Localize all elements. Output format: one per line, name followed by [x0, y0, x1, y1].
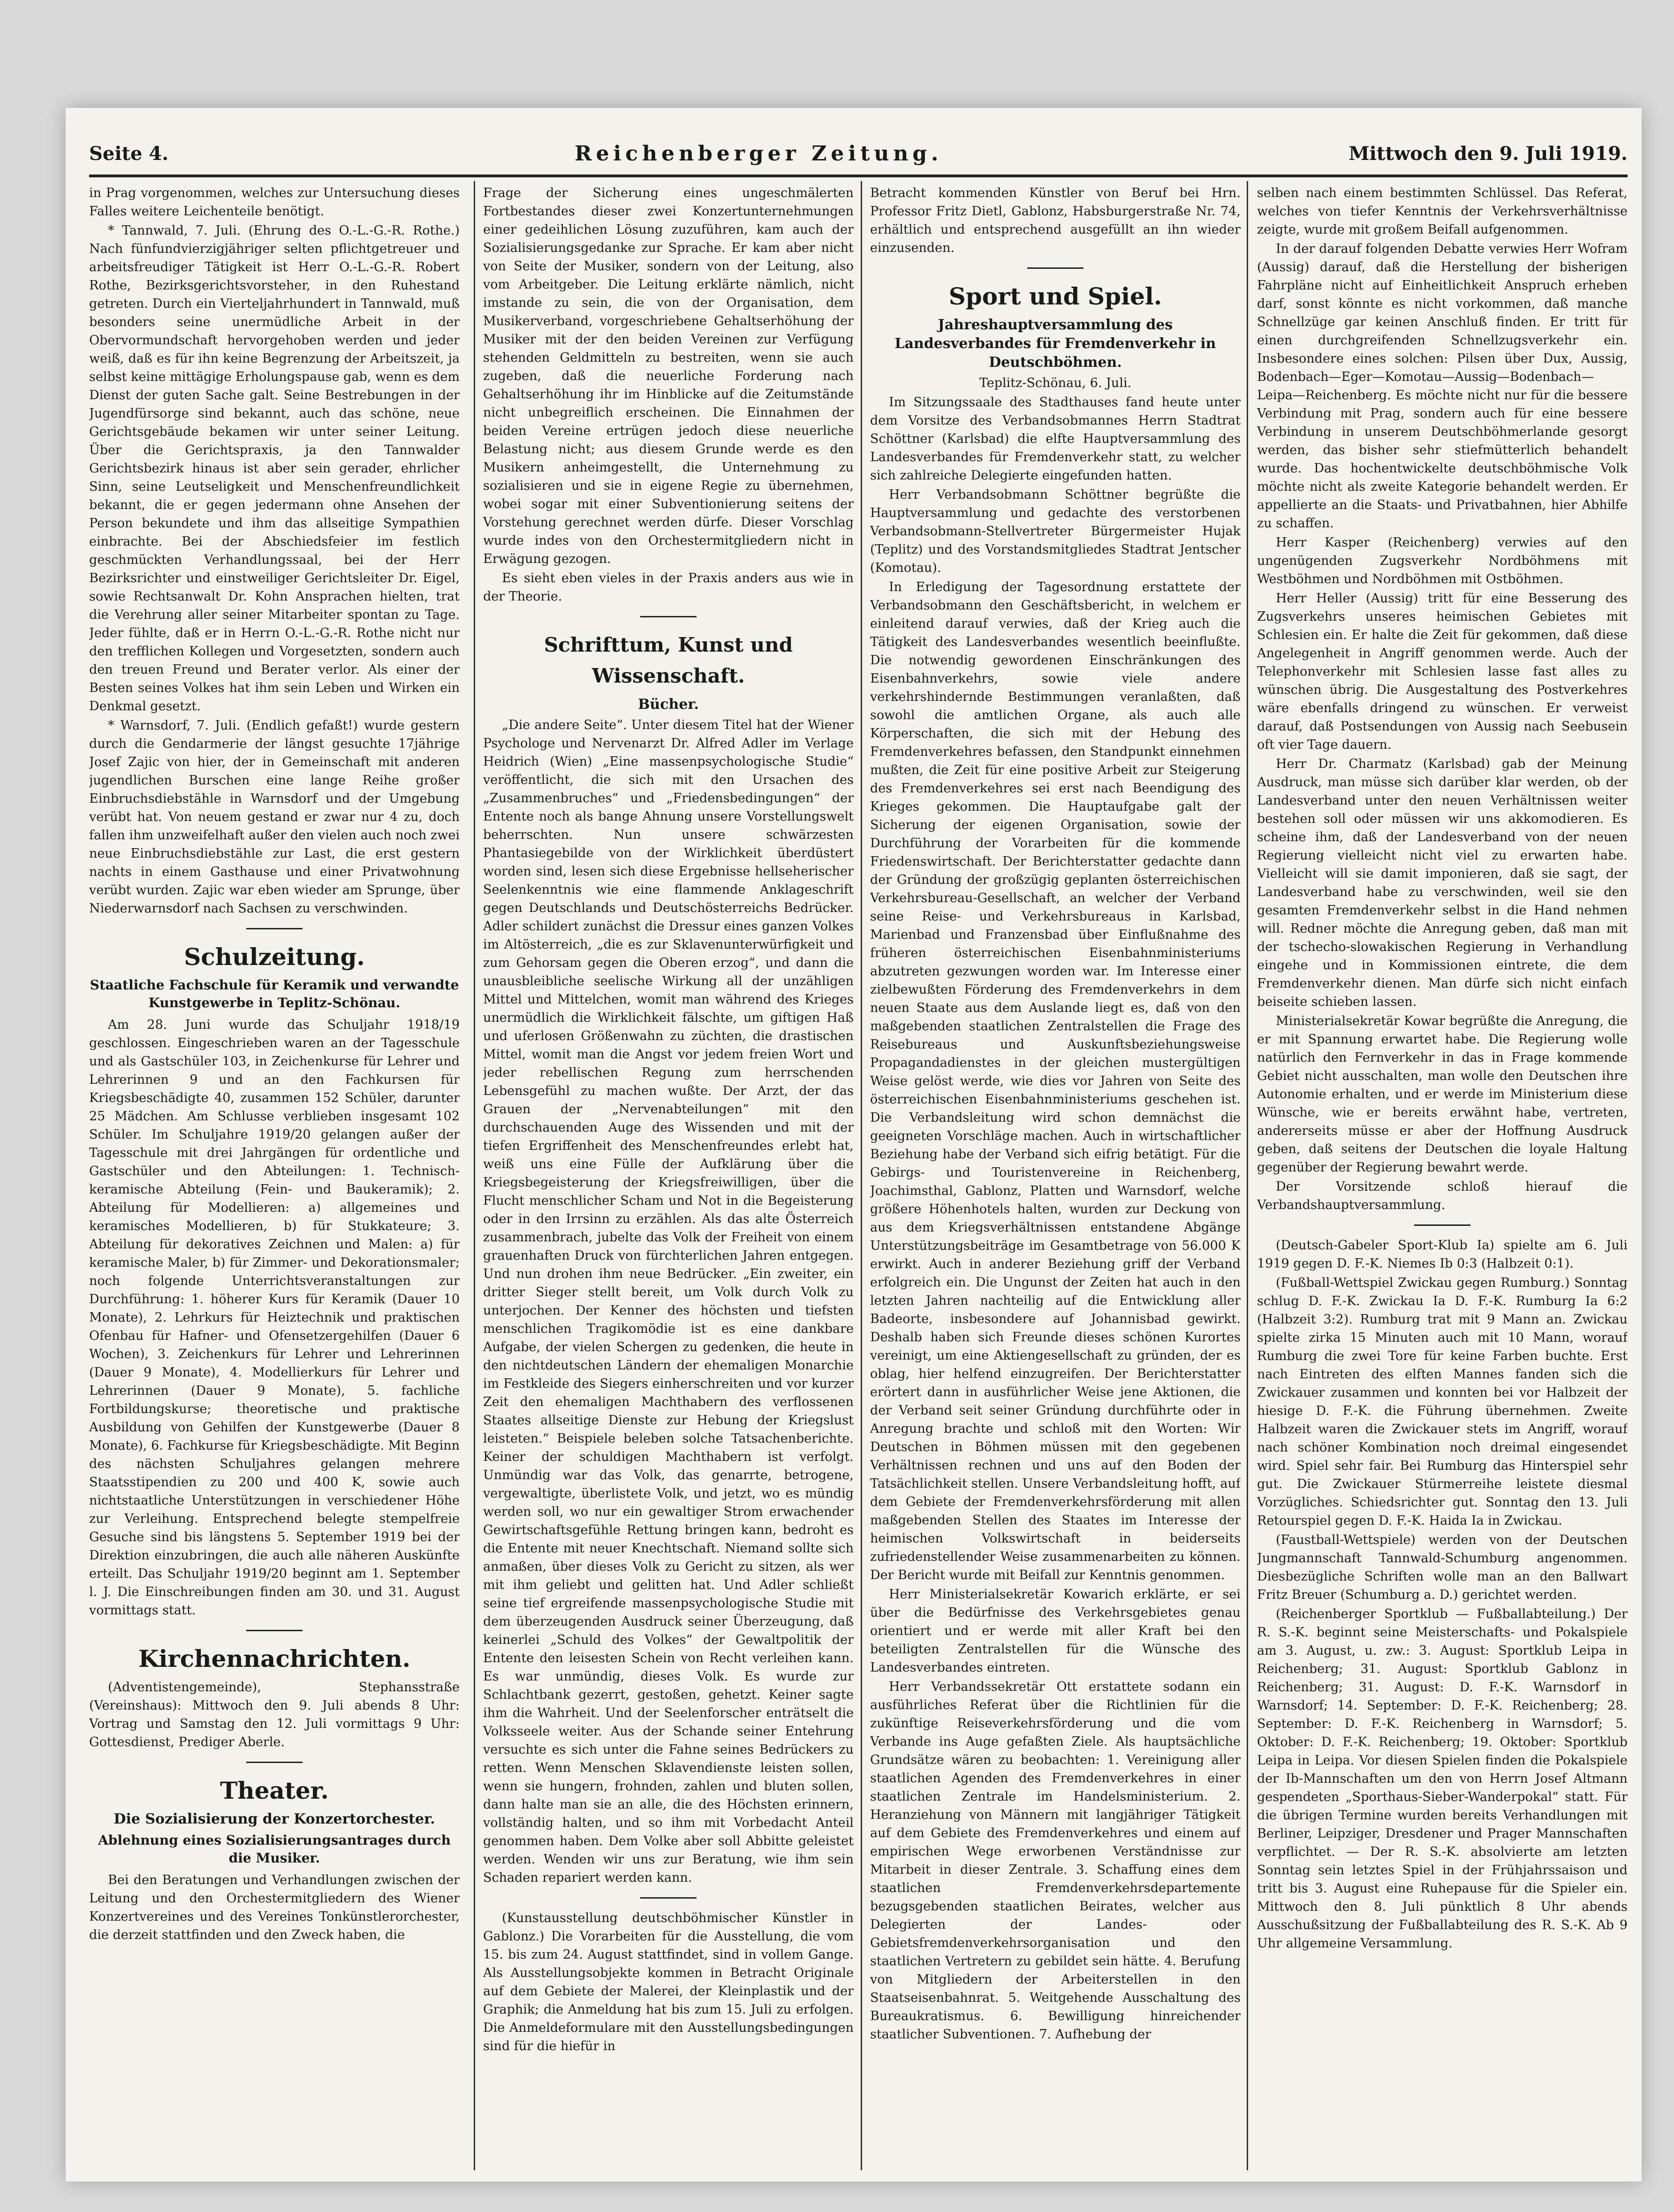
paragraph: Der Vorsitzende schloß hierauf die Verbandshauptversammlung.: [1257, 1179, 1628, 1212]
dateline: Teplitz-Schönau, 6. Juli.: [979, 376, 1132, 390]
divider: [640, 1897, 697, 1899]
paragraph: in Prag vorgenommen, welches zur Untersuchung dieses Falles weitere Leichenteile benötigt.: [89, 186, 460, 219]
paragraph: Ministerialsekretär Kowar begrüßte die Anregung, die er mit Spannung erwartet habe. Die Regierung wolle natürlich den Fernverkehr in das in Frage kommende Gebiet nicht ausschalten, man wolle den Deutschen ihre Autonomie erhalten, und er werde im Ministerium diese Wünsche, wie er bereits erwähnt habe, vertreten, andererseits müsse er aber der Hoffnung Ausdruck geben, daß seitens der Deutschen die loyale Haltung gegenüber der Regierung bewahrt werde.: [1257, 1014, 1628, 1175]
paragraph: selben nach einem bestimmten Schlüssel. Das Referat, welches von tiefer Kenntnis der Verkehrsverhältnisse zeigte, wurde mit großem Beifall aufgenommen.: [1257, 186, 1628, 237]
section-heading: Schulzeitung.: [184, 943, 365, 971]
section-heading: Schrifttum, Kunst und Wissenschaft.: [544, 633, 793, 687]
paragraph: * Warnsdorf, 7. Juli. (Endlich gefaßt!) wurde gestern durch die Gendarmerie der längst gesuchte 17jährige Josef Zajic von hier, der in Gemeinschaft mit anderen jugendlichen Burschen eine lange Reihe großer Einbruchsdiebstähle in Warnsdorf und der Umgebung verübt hat. Von neuem gestand er zwar nur 4 zu, doch fallen ihm unzweifelhaft außer den vielen auch noch zwei neue Einbruchsdiebstähle zur Last, die erst gestern nachts in einem Gasthause und einer Privatwohnung verübt wurden. Zajic war eben wieder am Sprunge, über Niederwarnsdorf nach Sachsen zu verschwinden.: [89, 718, 460, 916]
paragraph: Herr Heller (Aussig) tritt für eine Besserung des Zugsverkehrs unseres heimischen Gebietes mit Schlesien ein. Er halte die Zeit für gekommen, daß diese Angelegenheit in Angriff genommen werde. Auch der Telephonverkehr mit Schlesien lasse fast alles zu wünschen übrig. Die Ausgestaltung des Postverkehres wäre ebenfalls dringend zu wünschen. Er verweist darauf, daß Postsendungen von Aussig nach Seebusein oft vier Tage dauern.: [1257, 591, 1628, 752]
paragraph: „Die andere Seite“. Unter diesem Titel hat der Wiener Psychologe und Nervenarzt Dr. Alfred Adler im Verlage Heidrich (Wien) „Eine massenpsychologische Studie“ veröffentlicht, die sich mit den Ursachen des „Zusammenbruches“ und „Friedensbedingungen“ der Entente noch als bange Ahnung unsere Vorstellungswelt beherrschten. Nun unsere schwärzesten Phantasiegebilde von der Wirklichkeit überdüstert worden sind, lesen sich diese Ergebnisse hellseherischer Seelenkenntnis wie eine flammende Anklageschrift gegen Deutschlands und Deutschösterreichs Bedrücker. Adler schildert zunächst die Dressur eines ganzen Volkes im Altösterreich, „die es zur Sklavenunterwürfigkeit und zum Gehorsam gegen die Oberen erzog“, und dann die unausbleibliche seelische Wirkung all der unzähligen Mittel und Mittelchen, womit man während des Krieges unermüdlich die Wirklichkeit fälschte, um giftigen Haß und uferlosen Größenwahn zu züchten, die drastischen Mittel, womit man die Angst vor jedem freien Wort und jeder rebellischen Regung zum herrschenden Lebensgefühl zu machen wußte. Der Arzt, der das Grauen der „Nervenabteilungen“ mit den durchschauenden Auge des Wissenden und mit der tiefen Ergriffenheit des Menschenfreundes erlebt hat, weiß uns eine Fülle der Aufklärung über die Kriegsbegeisterung der Kriegsfreiwilligen, über die Flucht menschlicher Scham und Not in die Begeisterung oder in den Irrsinn zu erzählen. Als das alte Österreich zusammenbrach, jubelte das Volk der Freiheit von einem grauenhaften Druck von fürchterlichen Jahren entgegen. Und nun drohen ihm neue Bedrücker. „Ein zweiter, ein dritter Sieger stellt bereit, um Volk durch Volk zu unterjochen. Der Kenner des höchsten und tiefsten menschlichen Tragikomödie ist es eine dankbare Aufgabe, der vielen Schergen zu gedenken, die heute in den nichtdeutschen Ländern der ehemaligen Monarchie im Festkleide des Siegers einherschreiten und vor kurzer Zeit den ehemaligen Machthabern des verflossenen Staates allseitige Dienste zur Hebung der Kriegslust leisteten.“ Beispiele beleben solche Tatsachenberichte. Keiner der schuldigen Machthabern ist verfolgt. Unmündig war das Volk, das genarrte, betrogene, vergewaltigte, überlistete Volk, und jetzt, wo es mündig werden soll, wo nur ein gewaltiger Strom erwachender Gewirtschaftsgefühle Rettung bringen kann, bedroht es die Entente mit neuer Knechtschaft. Niemand sollte sich anmaßen, über dieses Volk zu Gericht zu sitzen, als wer mit ihm geliebt und gelitten hat. Und Adler schließt seine tief ergreifende massenpsychologische Studie mit dem überzeugenden Ausdruck seiner Überzeugung, daß keinerlei „Schuld des Volkes“ der Gewaltpolitik der Entente den leisesten Schein von Recht verleihen kann. Es war unmündig, dieses Volk. Es wurde zur Schlachtbank gezerrt, gestoßen, gehetzt. Keiner sagte ihm die Wahrheit. Und der Seelenforscher enträtselt die Volksseele weiter. Aus der Schande seiner Entehrung versuchte es sich unter die Fahne seines Bedrückers zu retten. Wenn Menschen Sklavendienste leisten sollen, wenn sie hungern, frohnden, zahlen und bluten sollen, dann halte man sie an alle, die des Höchsten erinnern, vollständig halten, und so ihm mit Vorbedacht Anteil genommen haben. Dem Volke aber soll Abbitte geleistet werden. Wenden wir uns zur Beratung, wie ihm sein Schaden repariert werden kann.: [483, 718, 854, 1885]
paragraph: Im Sitzungssaale des Stadthauses fand heute unter dem Vorsitze des Verbandsobmannes Herrn Stadtrat Schöttner (Karlsbad) die elfte Hauptversammlung des Landesverbandes für Fremdenverkehr statt, zu welcher sich zahlreiche Delegierte eingefunden hatten.: [870, 395, 1241, 483]
column-rule: [474, 181, 475, 2170]
column-1: [89, 184, 460, 2173]
article-heading: Die Sozialisierung der Konzertorchester.: [114, 1811, 435, 1827]
paragraph: In Erledigung der Tagesordnung erstattete der Verbandsobmann den Geschäftsbericht, in welchem er einleitend darauf verwies, daß der Krieg auch die Tätigkeit des Landesverbandes wesentlich beeinflußte. Die notwendig gewordenen Einschränkungen des Eisenbahnverkehrs, sowie viele andere verkehrshindernde Bestimmungen veranlaßten, daß sowohl die amtlichen Organe, als auch alle Körperschaften, die sich mit der Hebung des Fremdenverkehres befassen, den Standpunkt einnehmen mußten, die Zeit für eine positive Arbeit zur Steigerung des Fremdenverkehres sei erst nach Beendigung des Krieges gekommen. Die Hauptaufgabe galt der Sicherung der eigenen Organisation, sowie der Durchführung der Vorarbeiten für die kommende Friedenswirtschaft. Der Berichterstatter gedachte dann der Gründung der großzügig geplanten österreichischen Verkehrsbureau-Gesellschaft, an welcher der Verband seine Reise- und Verkehrsbureaus in Karlsbad, Marienbad und Franzensbad über Einflußnahme des früheren österreichischen Eisenbahnministeriums abzutreten gezwungen worden war. Im Interesse einer zielbewußten Förderung des Fremdenverkehrs in dem neuen Staate aus dem Auslande liegt es, daß von den maßgebenden staatlichen Zentralstellen die Frage des Reisebureaus und Auskunftsbeziehungsweise Propagandadienstes in der gleichen mustergültigen Weise gelöst werde, wie dies vor Jahren von Seite des österreichischen Eisenbahnministeriums geschehen ist. Die Verbandsleitung wird schon demnächst die geeigneten Vorschläge machen. Auch in wirtschaftlicher Beziehung habe der Verband sich eifrig betätigt. Für die Gebirgs- und Touristenvereine in Reichenberg, Joachimsthal, Gablonz, Platten und Warnsdorf, welche größere Höhenhotels halten, wurden zur Deckung von aus dem Kriegsverhältnissen entstandene Abgänge Unterstützungsbeiträge im Gesamtbetrage von 56.000 K erwirkt. Auch in anderer Beziehung griff der Verband erfolgreich ein. Die Ungunst der Zeiten hat auch in den letzten Jahren nachteilig auf die Entwicklung aller Badeorte, insbesondere auf Johannisbad gewirkt. Deshalb haben sich Freunde dieses schönen Kurortes vereinigt, um eine Aktiengesellschaft zu gründen, der es oblag, hier helfend einzugreifen. Der Berichterstatter erörtert dann in ausführlicher Weise jene Aktionen, die der Verband seit seiner Gründung durchführte oder in Anregung brachte und schloß mit den Worten: Wir Deutschen in Böhmen müssen mit den gegebenen Verhältnissen rechnen und uns auf den Boden der Tatsächlichkeit stellen. Unsere Verbandsleitung hofft, auf dem Gebiete der Fremdenverkehrsförderung mit allen maßgebenden Stellen des Staates im Interesse der heimischen Volkswirtschaft in beiderseits zufriedenstellender Weise zusammenarbeiten zu können. Der Bericht wurde mit Beifall zur Kenntnis genommen.: [870, 580, 1241, 1582]
paragraph: Betracht kommenden Künstler von Beruf bei Hrn. Professor Fritz Dietl, Gablonz, Habsburgerstraße Nr. 74, erhältlich und entsprechend ausgefüllt an ihn wieder einzusenden.: [870, 186, 1241, 255]
paragraph: (Kunstausstellung deutschböhmischer Künstler in Gablonz.) Die Vorarbeiten für die Ausstellung, die vom 15. bis zum 24. August stattfindet, sind in vollem Gange. Als Ausstellungsobjekte kommen in Betracht Originale auf dem Gebiete der Malerei, der Kleinplastik und der Graphik; die Anmeldung hat bis zum 15. Juli zu erfolgen. Die Anmeldeformulare mit den Ausstellungsbedingungen sind für die hiefür in: [483, 1911, 854, 2053]
column-rule: [1247, 181, 1248, 2170]
divider: [246, 1630, 303, 1631]
paragraph: Es sieht eben vieles in der Praxis anders aus wie in der Theorie.: [483, 571, 854, 604]
paragraph: Am 28. Juni wurde das Schuljahr 1918/19 geschlossen. Eingeschrieben waren an der Tagesschule und als Gastschüler 103, in Zeichenkurse für Lehrer und Lehrerinnen 9 und an den Fachkursen für Kriegsbeschädigte 40, zusammen 152 Schüler, darunter 25 Mädchen. Am Schlusse verblieben insgesamt 102 Schüler. Im Schuljahre 1919/20 gelangen außer der Tagesschule mit drei Jahrgängen für ordentliche und Gastschüler und den Abteilungen: 1. Technisch-keramische Abteilung (Fein- und Baukeramik); 2. Abteilung für Modellieren: a) allgemeines und keramisches Modellieren, b) für Stukkateure; 3. Abteilung für dekoratives Zeichnen und Malen: a) für keramische Maler, b) für Zimmer- und Dekorationsmaler; noch folgende Unterrichtsveranstaltungen zur Durchführung: 1. höherer Kurs für Keramik (Dauer 10 Monate), 2. Lehrkurs für Heiztechnik und praktischen Ofenbau für Hafner- und Ofensetzergehilfen (Dauer 6 Wochen), 3. Zeichenkurs für Lehrer und Lehrerinnen (Dauer 9 Monate), 4. Modellierkurs für Lehrer und Lehrerinnen (Dauer 9 Monate), 5. fachliche Fortbildungskurse; theoretische und praktische Ausbildung von Gehilfen der Kunstgewerbe (Dauer 8 Monate), 6. Fachkurse für Kriegsbeschädigte. Mit Beginn des nächsten Schuljahres gelangen mehrere Staatsstipendien zu 200 und 400 K, sowie auch nichtstaatliche Unterstützungen in verschiedener Höhe zur Verleihung. Entsprechend belegte stempelfreie Gesuche sind bis längstens 5. September 1919 bei der Direktion einzubringen, die auch alle näheren Auskünfte erteilt. Das Schuljahr 1919/20 beginnt am 1. September l. J. Die Einschreibungen finden am 30. und 31. August vormittags statt.: [89, 1018, 460, 1618]
divider: [640, 616, 697, 617]
column-2: [483, 184, 854, 2173]
paragraph: (Adventistengemeinde), Stephansstraße (Vereinshaus): Mittwoch den 9. Juli abends 8 Uhr: Vortrag und Samstag den 12. Juli vormittags 9 Uhr: Gottesdienst, Prediger Aberle.: [89, 1680, 460, 1749]
paragraph: Herr Ministerialsekretär Kowarich erklärte, er sei über die Bedürfnisse des Verkehrsgebietes genau orientiert und er werde mit aller Kraft bei den beteiligten Zentralstellen für die Wünsche des Landesverbandes eintreten.: [870, 1587, 1241, 1675]
section-heading: Kirchennachrichten.: [138, 1645, 411, 1672]
divider: [1027, 267, 1083, 269]
column-3: [870, 184, 1241, 2173]
section-heading: Theater.: [220, 1777, 329, 1804]
article-heading: Jahreshauptversammlung des Landesverbandes für Fremdenverkehr in Deutschböhmen.: [894, 317, 1216, 371]
paragraph: In der darauf folgenden Debatte verwies Herr Wofram (Aussig) darauf, daß die Herstellung der bisherigen Fahrpläne nicht auf Einheitlichkeit Anspruch erheben darf, sonst könnte es nicht vorkommen, daß manche Schnellzüge gar keinen Anschluß finden. Er tritt für einen durchgreifenden Schnellzugsverkehr ein. Insbesondere eines solchen: Pilsen über Dux, Aussig, Bodenbach—Eger—Komotau—Aussig—Bodenbach—Leipa—Reichenberg. Es möchte nicht nur für die bessere Verbindung mit Prag, sondern auch für eine bessere Verbindung in unserem Deutschböhmerlande gesorgt werden, das bisher sehr stiefmütterlich behandelt wurde. Das hochentwickelte deutschböhmische Volk möchte nicht als zweite Kategorie behandelt werden. Er appellierte an die Staats- und Privatbahnen, hier Abhilfe zu schaffen.: [1257, 242, 1628, 531]
paragraph: Herr Dr. Charmatz (Karlsbad) gab der Meinung Ausdruck, man müsse sich darüber klar werden, ob der Landesverband unter den neuen Verhältnissen weiter bestehen soll oder müssen wir uns akkomodieren. Es scheine ihm, daß der Landesverband von der neuen Regierung vielleicht nicht viel zu erwarten habe. Vielleicht will sie damit imponieren, daß sie sagt, der Landesverband habe zu verschwinden, weil sie den gesamten Fremdenverkehr selbst in die Hand nehmen will. Redner möchte die Anregung geben, daß man mit der tschecho-slowakischen Regierung in Verhandlung eingehe und in Kommissionen eintrete, die dem Fremdenverkehr dienen. Man dürfe sich nicht einfach beiseite schieben lassen.: [1257, 757, 1628, 1009]
divider: [246, 928, 303, 929]
paragraph: (Fußball-Wettspiel Zwickau gegen Rumburg.) Sonntag schlug D. F.-K. Zwickau Ia D. F.-K. Rumburg Ia 6:2 (Halbzeit 3:2). Rumburg trat mit 9 Mann an. Zwickau spielte zirka 15 Minuten auch mit 10 Mann, worauf Rumburg die zwei Tore für keine Farben buchte. Erst nach Eintreten des elften Mannes fanden sich die Zwickauer zusammen und konnten bei vor Halbzeit der hiesige D. F.-K. die Führung übernehmen. Zweite Halbzeit waren die Zwickauer stets im Angriff, worauf nach schöner Kombination noch dreimal eingesendet wird. Spiel sehr fair. Bei Rumburg das Hinterspiel sehr gut. Die Zwickauer Stürmerreihe leistete diesmal Vorzügliches. Schiedsrichter gut. Sonntag den 13. Juli Retourspiel gegen D. F.-K. Haida Ia in Zwickau.: [1257, 1276, 1628, 1528]
paragraph: Bei den Beratungen und Verhandlungen zwischen der Leitung und den Orchestermitgliedern des Wiener Konzertvereines und des Vereines Tonkünstlerorchester, die derzeit stattfinden und den Zweck haben, die: [89, 1873, 460, 1942]
article-subheading: Ablehnung eines Sozialisierungsantrages durch die Musiker.: [98, 1832, 451, 1866]
article-heading: Staatliche Fachschule für Keramik und verwandte Kunstgewerbe in Teplitz-Schönau.: [90, 977, 459, 1011]
paragraph: Frage der Sicherung eines ungeschmälerten Fortbestandes dieser zwei Konzertunternehmungen einer gedeihlichen Lösung zuzuführen, kam auch der Sozialisierungsgedanke zur Sprache. Er kam aber nicht von Seite der Musiker, sondern von der Leitung, also vom Arbeitgeber. Die Leitung erklärte nämlich, nicht imstande zu sein, die von der Organisation, dem Musikerverband, vorgeschriebene Gehaltserhöhung der Musiker mit der den beiden Vereinen zur Verfügung stehenden Geldmitteln zu bestreiten, wenn sie auch zugeben, daß die neuerliche Forderung nach Gehaltserhöhung ihr im Hinblicke auf die Zeitumstände nicht unbegreiflich erscheinen. Die Einnahmen der beiden Vereine ertrügen jedoch diese neuerliche Belastung nicht; aus diesem Grunde werde es den Musikern anheimgestellt, die Unternehmung zu sozialisieren und sie in eigene Regie zu übernehmen, wobei sogar mit einer Subventionierung seitens der Vorstehung gerechnet werden dürfe. Dieser Vorschlag wurde indes von den Orchestermitgliedern nicht in Erwägung gezogen.: [483, 186, 854, 566]
paragraph: Herr Verbandsobmann Schöttner begrüßte die Hauptversammlung und gedachte des verstorbenen Verbandsobmann-Stellvertreter Bürgermeister Hujak (Teplitz) und des Vorstandsmitgliedes Stadtrat Jentscher (Komotau).: [870, 487, 1241, 575]
header-rule: [89, 175, 1628, 177]
divider: [1414, 1224, 1470, 1226]
divider: [246, 1762, 303, 1763]
section-heading: Sport und Spiel.: [948, 282, 1162, 310]
issue-date: Mittwoch den 9. Juli 1919.: [1348, 142, 1628, 165]
article-heading: Bücher.: [638, 696, 699, 713]
column-rule: [861, 181, 862, 2170]
paragraph: Herr Kasper (Reichenberg) verwies auf den ungenügenden Zugsverkehr Nordböhmens mit Westböhmen und Nordböhmen mit Ostböhmen.: [1257, 535, 1628, 586]
paragraph: Herr Verbandssekretär Ott erstattete sodann ein ausführliches Referat über die Richtlinien für die zukünftige Reiseverkehrsförderung und die vom Verbande ins Auge gefaßten Ziele. Als hauptsächliche Grundsätze wären zu beobachten: 1. Vereinigung aller staatlichen Agenden des Fremdenverkehres in einer staatlichen Zentrale im Handelsministerium. 2. Heranziehung von Männern mit langjähriger Tätigkeit auf dem Gebiete des Fremdenverkehres und einem auf empirischen Wege erworbenen Verständnisse zur Mitarbeit in dieser Zentrale. 3. Schaffung eines dem staatlichen Fremdenverkehrsdepartemente bezugsgebenden staatlichen Beirates, welcher aus Delegierten der Landes- oder Gebietsfremdenverkehrsorganisation und den staatlichen Vertretern zu gebildet sein hätte. 4. Berufung von Mitgliedern der Arbeiterstellen in den Staatseisenbahnrat. 5. Weitgehende Ausschaltung des Bureaukratismus. 6. Bewilligung hinreichender staatlicher Subventionen. 7. Aufhebung der: [870, 1680, 1241, 2042]
paragraph: * Tannwald, 7. Juli. (Ehrung des O.-L.-G.-R. Rothe.) Nach fünfundvierzigjähriger selten pflichtgetreuer und arbeitsfreudiger Tätigkeit ist Herr O.-L.-G.-R. Robert Rothe, Bezirksgerichtsvorsteher, in den Ruhestand getreten. Durch ein Vierteljahrhundert in Tannwald, muß besonders seine unermüdliche Arbeit in der Obervormundschaft hervorgehoben werden und jeder weiß, daß es für ihn keine Begrenzung der Arbeitszeit, ja selbst keine mittägige Erholungspause gab, wenn es dem Dienst der guten Sache galt. Seine Bestrebungen in der Jugendfürsorge sind bekannt, auch das schöne, neue Gerichtsgebäude bekamen wir unter seiner Leitung. Über die Gerichtspraxis, ja den Tannwalder Gerichtsbezirk hinaus ist aber sein gerader, ehrlicher Sinn, seine Leutseligkeit und Menschenfreundlichkeit bekannt, die er gegen jedermann ohne Ansehen der Person bekundete und ihm das allseitige Sympathien einbrachte. Bei der Abschiedsfeier im festlich geschmückten Verhandlungssaal, bei der Herr Bezirksrichter und einstweiliger Gerichtsleiter Dr. Eigel, sowie Rechtsanwalt Dr. Kohn Ansprachen hielten, trat die Verehrung aller seiner Mitarbeiter spontan zu Tage. Jeder fühlte, daß er in Herrn O.-L.-G.-R. Rothe nicht nur den trefflichen Kollegen und Vorgesetzten, sondern auch den treuen Freund und Berater verlor. Als einer der Besten seines Volkes hat ihm sein Leben und Wirken ein Denkmal gesetzt.: [89, 223, 460, 714]
paragraph: (Reichenberger Sportklub — Fußballabteilung.) Der R. S.-K. beginnt seine Meisterschafts- und Pokalspiele am 3. August, u. zw.: 3. August: Sportklub Leipa in Reichenberg; 31. August: Sportklub Gablonz in Reichenberg; 31. August: D. F.-K. Warnsdorf in Warnsdorf; 14. September: D. F.-K. Reichenberg; 28. September: D. F.-K. Reichenberg in Warnsdorf; 5. Oktober: D. F.-K. Reichenberg; 19. Oktober: Sportklub Leipa in Leipa. Vor diesen Spielen finden die Pokalspiele der Ib-Mannschaften um den von Herrn Josef Altmann gespendeten „Sporthaus-Sieber-Wanderpokal“ statt. Für die übrigen Termine wurden bereits Verhandlungen mit Berliner, Leipziger, Dresdener und Prager Mannschaften verpflichtet. — Der R. S.-K. absolvierte am letzten Sonntag sein letztes Spiel in der Frühjahrssaison und tritt bis 3. August eine Ruhepause für die Spieler ein. Mittwoch den 8. Juli pünktlich 8 Uhr abends Ausschußsitzung der Fußballabteilung des R. S.-K. Ab 9 Uhr allgemeine Versammlung.: [1257, 1607, 1628, 1951]
page-number: Seite 4.: [89, 142, 169, 165]
masthead: Reichenberger Zeitung.: [575, 141, 943, 166]
page-header: [89, 137, 1628, 170]
paragraph: (Deutsch-Gabeler Sport-Klub Ia) spielte am 6. Juli 1919 gegen D. F.-K. Niemes Ib 0:3 (Halbzeit 0:1).: [1257, 1238, 1628, 1271]
paragraph: (Faustball-Wettspiele) werden von der Deutschen Jungmannschaft Tannwald-Schumburg angenommen. Diesbezügliche Schriften wolle man an den Ballwart Fritz Breuer (Schumburg a. D.) gerichtet werden.: [1257, 1533, 1628, 1602]
column-4: [1257, 184, 1628, 2173]
